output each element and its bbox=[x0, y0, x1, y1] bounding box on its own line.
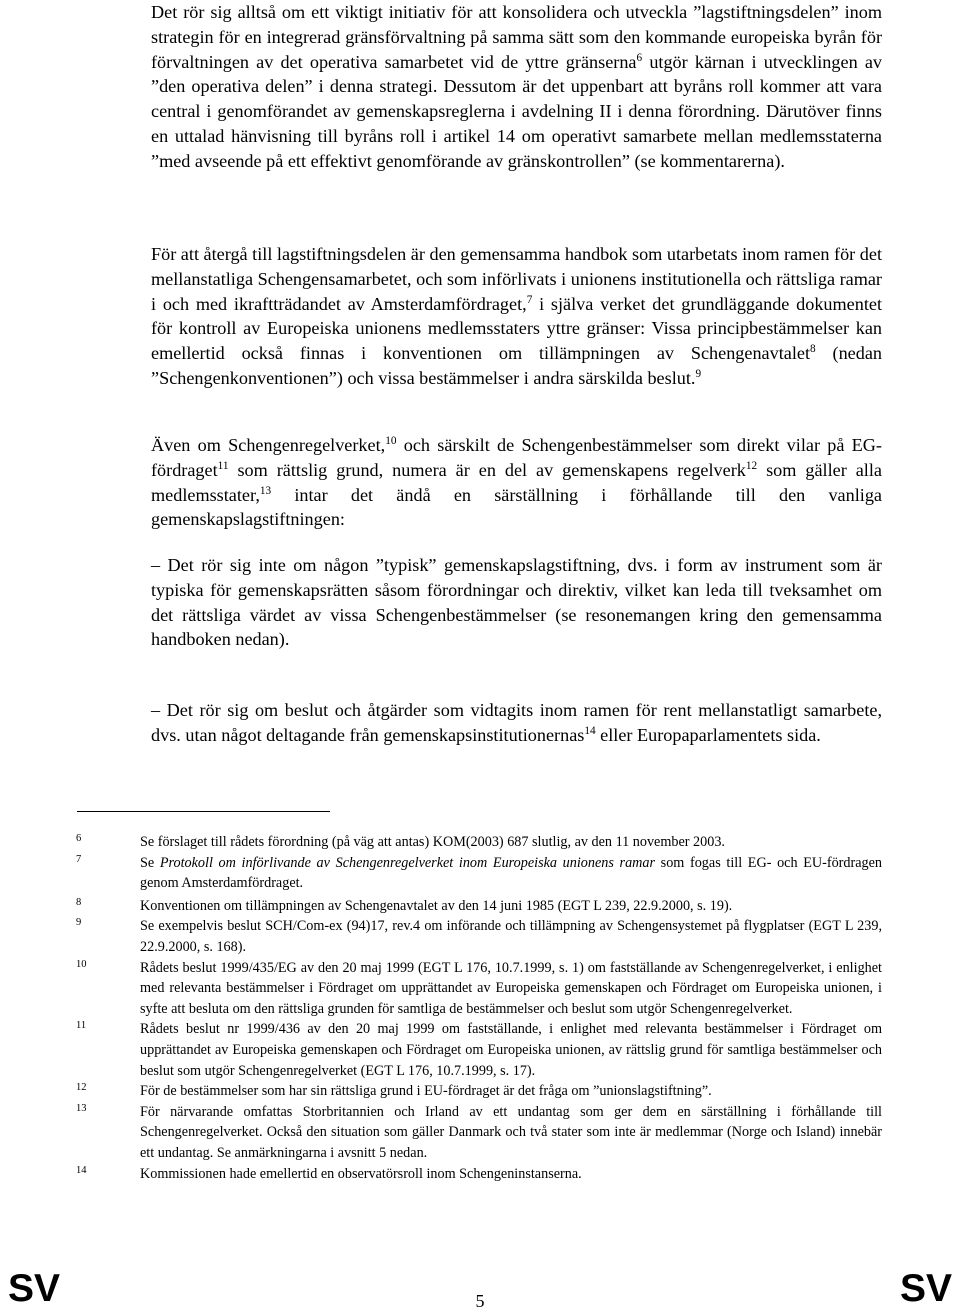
page-number: 5 bbox=[475, 1291, 485, 1311]
footnote-text bbox=[140, 832, 882, 853]
footnote-text bbox=[140, 1081, 882, 1102]
footnote-text bbox=[140, 1102, 882, 1164]
footnote-text-pre: Se exempelvis beslut SCH/Com-ex (94)17, rev.4 om införande och tillämpning av Schengensystemet på flygplatser (EGT L 239, 22.9.2000, s. 168). bbox=[140, 918, 882, 955]
footnote-number: 6 bbox=[76, 833, 82, 844]
paragraph-3-text-b: och särskilt de Schengenbestämmelser som direkt vilar på EG-fördraget bbox=[151, 435, 882, 480]
language-code-left: SV bbox=[8, 1267, 61, 1310]
footnote-12 bbox=[0, 1081, 960, 1102]
footnote-ref-9: 9 bbox=[695, 367, 702, 380]
footnote-ref-8: 8 bbox=[810, 343, 816, 356]
footnote-text-pre: Rådets beslut 1999/435/EG av den 20 maj 1999 (EGT L 176, 10.7.1999, s. 1) om fastställande av Schengenregelverket, i enlighet med relevanta bestämmelser i Fördraget om upprättandet av Europeiska gemenskapen och Fördraget om Europeiska unionen, i syfte att besluta om den rättsliga grunden för samtliga de bestämmelser och beslut som utgör Schengenregelverket. bbox=[140, 959, 882, 1017]
footnote-separator bbox=[77, 811, 330, 812]
paragraph-2 bbox=[151, 242, 882, 391]
footnote-ref-12: 12 bbox=[745, 459, 758, 472]
footnote-ref-6: 6 bbox=[636, 51, 643, 64]
footnote-text bbox=[140, 916, 882, 957]
footnote-text bbox=[140, 853, 882, 894]
footnote-text-pre: För närvarande omfattas Storbritannien och Irland av ett undantag som ger dem en särställning i förhållande till Schengenregelverket. Också den situation som gäller Danmark och två stater som inte är medlemmar (Norge och Island) innebär ett undantag. Se anmärkningarna i avsnitt 5 nedan. bbox=[140, 1103, 882, 1161]
footnote-text-pre: Konventionen om tillämpningen av Schengenavtalet av den 14 juni 1985 (EGT L 239, 22.9.2000, s. 19). bbox=[140, 897, 733, 914]
footnote-14 bbox=[0, 1164, 960, 1185]
paragraph-3-text-a: Även om Schengenregelverket, bbox=[151, 435, 386, 455]
footnote-text bbox=[140, 896, 882, 917]
bullet-paragraph-1-text: – Det rör sig inte om någon ”typisk” gemenskapslagstiftning, dvs. i form av instrument som är typiska för gemenskapsrätten såsom förordningar och direktiv, vilket kan leda till tveksamhet om det rättsliga värdet av vissa Schengenbestämmelser (se resonemangen kring den gemensamma handboken nedan). bbox=[151, 555, 882, 650]
paragraph-3-text-d: som gäller alla medlemsstater, bbox=[151, 459, 882, 505]
footnote-number: 12 bbox=[76, 1082, 87, 1094]
paragraph-3 bbox=[151, 433, 882, 532]
footnote-text bbox=[140, 1164, 882, 1185]
footnote-ref-13: 13 bbox=[259, 484, 272, 497]
footnote-text bbox=[140, 1019, 882, 1081]
paragraph-2-text-a: För att återgå till lagstiftningsdelen är den gemensamma handbok som utarbetats inom ramen för det mellanstatliga Schengensamarbetet, och som införlivats i unionens institutionella och rättsliga ramar i och med ikraftträdandet av Amsterdamfördraget, bbox=[151, 244, 883, 314]
footnote-ref-10: 10 bbox=[385, 434, 397, 447]
footnote-6 bbox=[0, 832, 960, 853]
footnote-text-pre: Kommissionen hade emellertid en observatörsroll inom Schengeninstanserna. bbox=[140, 1165, 582, 1182]
footnote-text bbox=[140, 958, 882, 1020]
bullet-paragraph-2-text-a: – Det rör sig om beslut och åtgärder som vidtagits inom ramen för rent mellanstatligt samarbete, dvs. utan något deltagande från gemenskapsinstitutionernas bbox=[151, 700, 882, 745]
paragraph-3-text-c: som rättslig grund, numera är en del av gemenskapens regelverk bbox=[228, 459, 746, 480]
footnote-ref-14: 14 bbox=[584, 724, 596, 737]
footnote-number: 7 bbox=[76, 853, 82, 865]
footnote-text-pre: För de bestämmelser som har sin rättsliga grund i EU-fördraget är det fråga om ”unionslagstiftning”. bbox=[140, 1083, 712, 1100]
footnote-number: 13 bbox=[76, 1102, 87, 1114]
paragraph-3-text-e: intar det ändå en särställning i förhållande till den vanliga gemenskapslagstiftningen: bbox=[151, 484, 882, 530]
footnote-text-pre: Rådets beslut nr 1999/436 av den 20 maj 1999 om fastställande, i enlighet med relevanta bestämmelser i Fördraget om upprättandet av Europeiska gemenskapen och Fördraget om Europeiska unionen, av rättslig grund för samtliga bestämmelser och beslut som utgör Schengenregelverket (EGT L 176, 10.7.1999, s. 17). bbox=[140, 1021, 882, 1079]
footnote-ref-7: 7 bbox=[526, 293, 533, 306]
footnote-number: 10 bbox=[76, 958, 87, 970]
bullet-paragraph-2 bbox=[151, 698, 882, 748]
paragraph-1-text-b: utgör kärnan i utvecklingen av ”den operativa delen” i denna strategi. Dessutom är det uppenbart att byråns roll kommer att vara central i genomförandet av gemenskapsreglerna i avdelning II i denna förordning. Därutöver finns en uttalad hänvisning till byråns roll i artikel 14 om operativt samarbete mellan medlemsstaterna ”med avseende på ett effektivt genomförande av gränskontrollen” (se kommentarerna). bbox=[151, 51, 882, 171]
bullet-paragraph-2-text-b: eller Europaparlamentets sida. bbox=[595, 724, 821, 745]
paragraph-2-text-b: i själva verket det grundläggande dokumentet för kontroll av Europeiska unionens medlemsstaters yttre gränser: Vissa principbestämmelser kan emellertid också finnas i konventionen om tillämpningen av Schengenavtalet bbox=[151, 293, 882, 364]
paragraph-1-text-a: Det rör sig alltså om ett viktigt initiativ för att konsolidera och utveckla ”lagstiftningsdelen” inom strategin för en integrerad gränsförvaltning på samma sätt som den kommande europeiska byrån för förvaltningen av det operativa samarbetet vid de yttre gränserna bbox=[151, 2, 882, 72]
footnote-text-post: som fogas till EG- och EU-fördragen genom Amsterdamfördraget. bbox=[140, 854, 882, 892]
footnote-11 bbox=[0, 1019, 960, 1081]
footnote-10 bbox=[0, 958, 960, 1020]
footnote-number: 8 bbox=[76, 896, 82, 908]
bullet-paragraph-1 bbox=[151, 553, 882, 652]
footnote-7 bbox=[0, 853, 960, 894]
footnote-13 bbox=[0, 1102, 960, 1164]
paragraph-2-text-c: (nedan ”Schengenkonventionen”) och vissa bestämmelser i andra särskilda beslut. bbox=[151, 343, 883, 388]
footnote-text-pre: Se bbox=[140, 854, 160, 871]
language-code-right: SV bbox=[899, 1267, 952, 1310]
footnote-text-italic: Protokoll om införlivande av Schengenregelverket inom Europeiska unionens ramar bbox=[159, 854, 656, 871]
footnote-text-pre: Se förslaget till rådets förordning (på väg att antas) KOM(2003) 687 slutlig, av den 11 november 2003. bbox=[140, 834, 725, 850]
footnote-9 bbox=[0, 916, 960, 957]
footnote-ref-11: 11 bbox=[217, 459, 229, 472]
footnote-8 bbox=[0, 896, 960, 917]
footnote-number: 14 bbox=[76, 1164, 87, 1176]
footnote-number: 11 bbox=[76, 1020, 87, 1032]
footnotes bbox=[0, 832, 960, 1184]
footnote-number: 9 bbox=[76, 917, 82, 929]
paragraph-1 bbox=[151, 0, 882, 174]
